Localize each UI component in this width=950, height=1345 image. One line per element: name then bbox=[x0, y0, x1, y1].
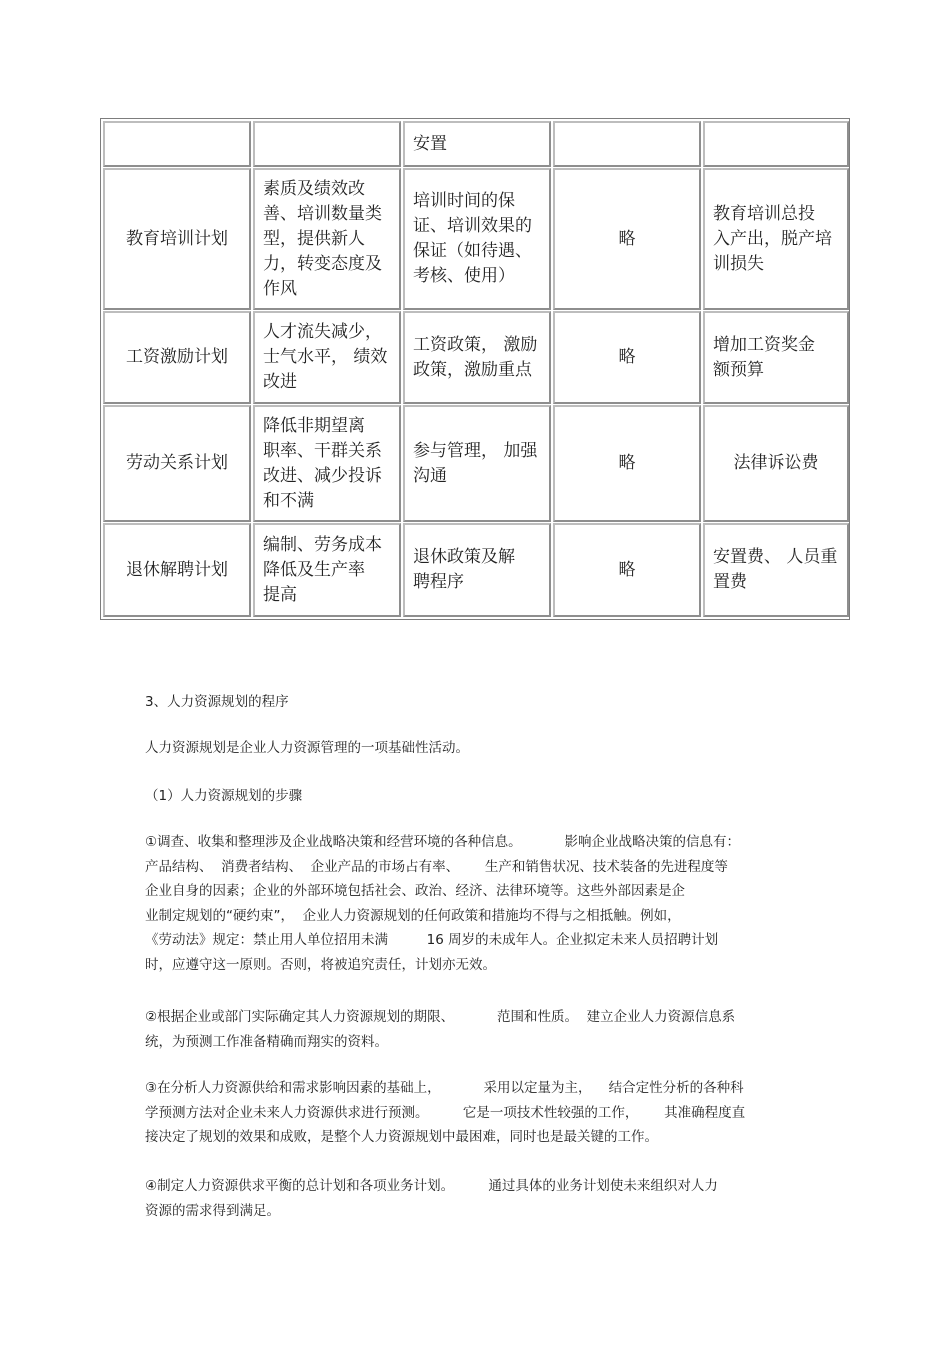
table-cell: 法律诉讼费 bbox=[703, 405, 849, 522]
table-cell bbox=[253, 121, 401, 167]
table-cell: 素质及绩效改 善、培训数量类 型，提供新人 力，转变态度及 作风 bbox=[253, 168, 401, 310]
table-cell: 人才流失减少， 士气水平， 绩效 改进 bbox=[253, 311, 401, 404]
table-cell: 培训时间的保 证、培训效果的 保证（如待遇、 考核、使用） bbox=[403, 168, 551, 310]
table-cell: 工资政策， 激励 政策，激励重点 bbox=[403, 311, 551, 404]
table-cell: 略 bbox=[553, 168, 701, 310]
table-cell-label: 工资激励计划 bbox=[103, 311, 251, 404]
table-cell: 安置费、 人员重 置费 bbox=[703, 523, 849, 617]
paragraph: ①调查、收集和整理涉及企业战略决策和经营环境的各种信息。 影响企业战略决策的信息有： 产品结构、 消费者结构、 企业产品的市场占有率、 生产和销售状况、技术装备的先进程度等 企业自身的因素；企业的外部环境包括社会、政治、经济、法律环境等。这些外部因素是企 业制定规划的“硬约束”， 企业人力资源规划的任何政策和措施均不得与之相抵触。例如， 《劳动法》规定：禁止用人单位招用未满 16 周岁的未成年人。企业拟定未来人员招聘计划 时，应遵守这一原则。否则，将被追究责任，计划亦无效。 bbox=[145, 834, 741, 973]
table-cell: 略 bbox=[553, 311, 701, 404]
table-row bbox=[101, 168, 851, 310]
table-row bbox=[101, 523, 851, 617]
table-cell bbox=[703, 121, 849, 167]
table-cell-label: 劳动关系计划 bbox=[103, 405, 251, 522]
plan-table bbox=[100, 118, 850, 620]
table-cell: 降低非期望离 职率、干群关系 改进、减少投诉 和不满 bbox=[253, 405, 401, 522]
table-cell: 略 bbox=[553, 523, 701, 617]
subheading: （1）人力资源规划的步骤 bbox=[145, 788, 303, 804]
table-cell: 教育培训总投 入产出，脱产培 训损失 bbox=[703, 168, 849, 310]
paragraph: ③在分析人力资源供给和需求影响因素的基础上， 采用以定量为主， 结合定性分析的各种科 学预测方法对企业未来人力资源供求进行预测。 它是一项技术性较强的工作， 其准确程度直 接决定了规划的效果和成败，是整个人力资源规划中最困难，同时也是最关键的工作。 bbox=[145, 1080, 746, 1145]
table-cell bbox=[103, 121, 251, 167]
section-heading: 3、人力资源规划的程序 bbox=[145, 694, 289, 710]
table-row bbox=[101, 405, 851, 522]
table-cell: 退休政策及解 聘程序 bbox=[403, 523, 551, 617]
table-cell-label: 教育培训计划 bbox=[103, 168, 251, 310]
table-row bbox=[101, 311, 851, 404]
paragraph: ②根据企业或部门实际确定其人力资源规划的期限、 范围和性质。 建立企业人力资源信息系 统，为预测工作准备精确而翔实的资料。 bbox=[145, 1009, 736, 1050]
table-cell: 参与管理， 加强 沟通 bbox=[403, 405, 551, 522]
table-cell-label: 退休解聘计划 bbox=[103, 523, 251, 617]
table-cell: 增加工资奖金 额预算 bbox=[703, 311, 849, 404]
table-cell: 略 bbox=[553, 405, 701, 522]
table-cell: 编制、劳务成本 降低及生产率 提高 bbox=[253, 523, 401, 617]
table-row bbox=[101, 121, 851, 167]
paragraph: ④制定人力资源供求平衡的总计划和各项业务计划。 通过具体的业务计划使未来组织对人力 资源的需求得到满足。 bbox=[145, 1178, 718, 1219]
intro-text: 人力资源规划是企业人力资源管理的一项基础性活动。 bbox=[145, 740, 469, 756]
table-cell: 安置 bbox=[403, 121, 551, 167]
table-cell bbox=[553, 121, 701, 167]
